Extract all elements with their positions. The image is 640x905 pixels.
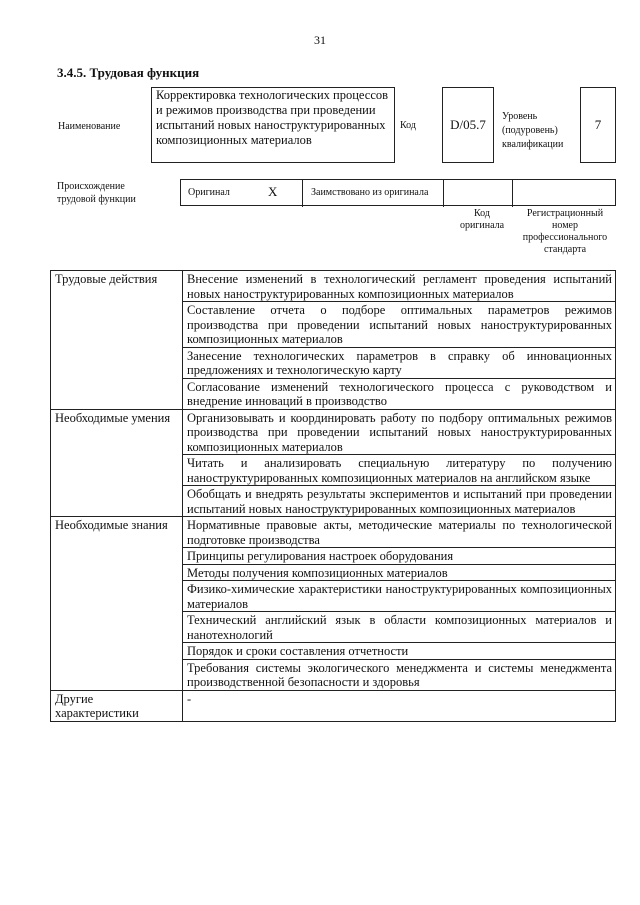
labor-actions-label: Трудовые действия bbox=[51, 271, 183, 410]
knowledge-item: Физико-химические характеристики наноструктурированных композиционных материалов bbox=[183, 581, 616, 612]
skill-item: Обобщать и внедрять результаты экспериментов и испытаний при проведении испытаний новых наноструктурированных композиционных материалов bbox=[183, 486, 616, 517]
knowledge-label: Необходимые знания bbox=[51, 517, 183, 691]
original-label: Оригинал bbox=[188, 187, 230, 198]
knowledge-item: Методы получения композиционных материалов bbox=[183, 564, 616, 581]
qualification-level-label bbox=[502, 110, 576, 152]
borrowed-label: Заимствовано из оригинала bbox=[311, 187, 429, 198]
function-code-box: D/05.7 bbox=[442, 87, 494, 163]
reg-number-label: Регистрационный номер профессионального стандарта bbox=[522, 208, 608, 255]
origin-row bbox=[180, 179, 616, 206]
labor-action-item: Занесение технологических параметров в справку об инновационных предложениях и технологическую карту bbox=[183, 347, 616, 378]
other-characteristics-label: Другие характеристики bbox=[51, 690, 183, 721]
origin-label bbox=[57, 180, 152, 206]
origin-label-text: Происхождение трудовой функции bbox=[57, 181, 136, 205]
original-mark: X bbox=[268, 184, 278, 199]
qualification-level-label-text: Уровень (подуровень) квалификации bbox=[502, 111, 564, 150]
page-number: 31 bbox=[314, 33, 326, 47]
knowledge-item: Принципы регулирования настроек оборудования bbox=[183, 548, 616, 565]
code-original-label: Код оригинала bbox=[459, 208, 505, 231]
qualification-level-box: 7 bbox=[580, 87, 616, 163]
name-label: Наименование bbox=[58, 121, 121, 132]
labor-action-item: Составление отчета о подборе оптимальных параметров режимов производства при проведении испытаний новых наноструктурированных композиционных материалов bbox=[183, 302, 616, 348]
function-name-box: Корректировка технологических процессов и режимов производства при проведении испытаний новых наноструктурированных композиционных материалов bbox=[151, 87, 395, 163]
knowledge-item: Технический английский язык в области композиционных материалов и нанотехнологий bbox=[183, 612, 616, 643]
code-original-cell bbox=[443, 180, 513, 207]
labor-action-item: Внесение изменений в технологический регламент проведения испытаний новых наноструктурированных композиционных материалов bbox=[183, 271, 616, 302]
code-label: Код bbox=[400, 120, 416, 131]
skills-label: Необходимые умения bbox=[51, 409, 183, 517]
function-table bbox=[50, 270, 616, 722]
knowledge-item: Порядок и сроки составления отчетности bbox=[183, 643, 616, 660]
skill-item: Читать и анализировать специальную литературу по получению наноструктурированных композиционных материалов на английском языке bbox=[183, 455, 616, 486]
reg-number-cell bbox=[512, 180, 617, 207]
section-title: 3.4.5. Трудовая функция bbox=[57, 65, 200, 80]
skill-item: Организовывать и координировать работу по подбору оптимальных режимов производства при проведении испытаний новых наноструктурированных композиционных материалов bbox=[183, 409, 616, 455]
knowledge-item: Требования системы экологического менеджмента и системы менеджмента производственной безопасности и здоровья bbox=[183, 659, 616, 690]
labor-action-item: Согласование изменений технологического процесса с руководством и внедрение инноваций в производство bbox=[183, 378, 616, 409]
other-characteristics-value: - bbox=[183, 690, 616, 721]
knowledge-item: Нормативные правовые акты, методические материалы по технологической подготовке производства bbox=[183, 517, 616, 548]
